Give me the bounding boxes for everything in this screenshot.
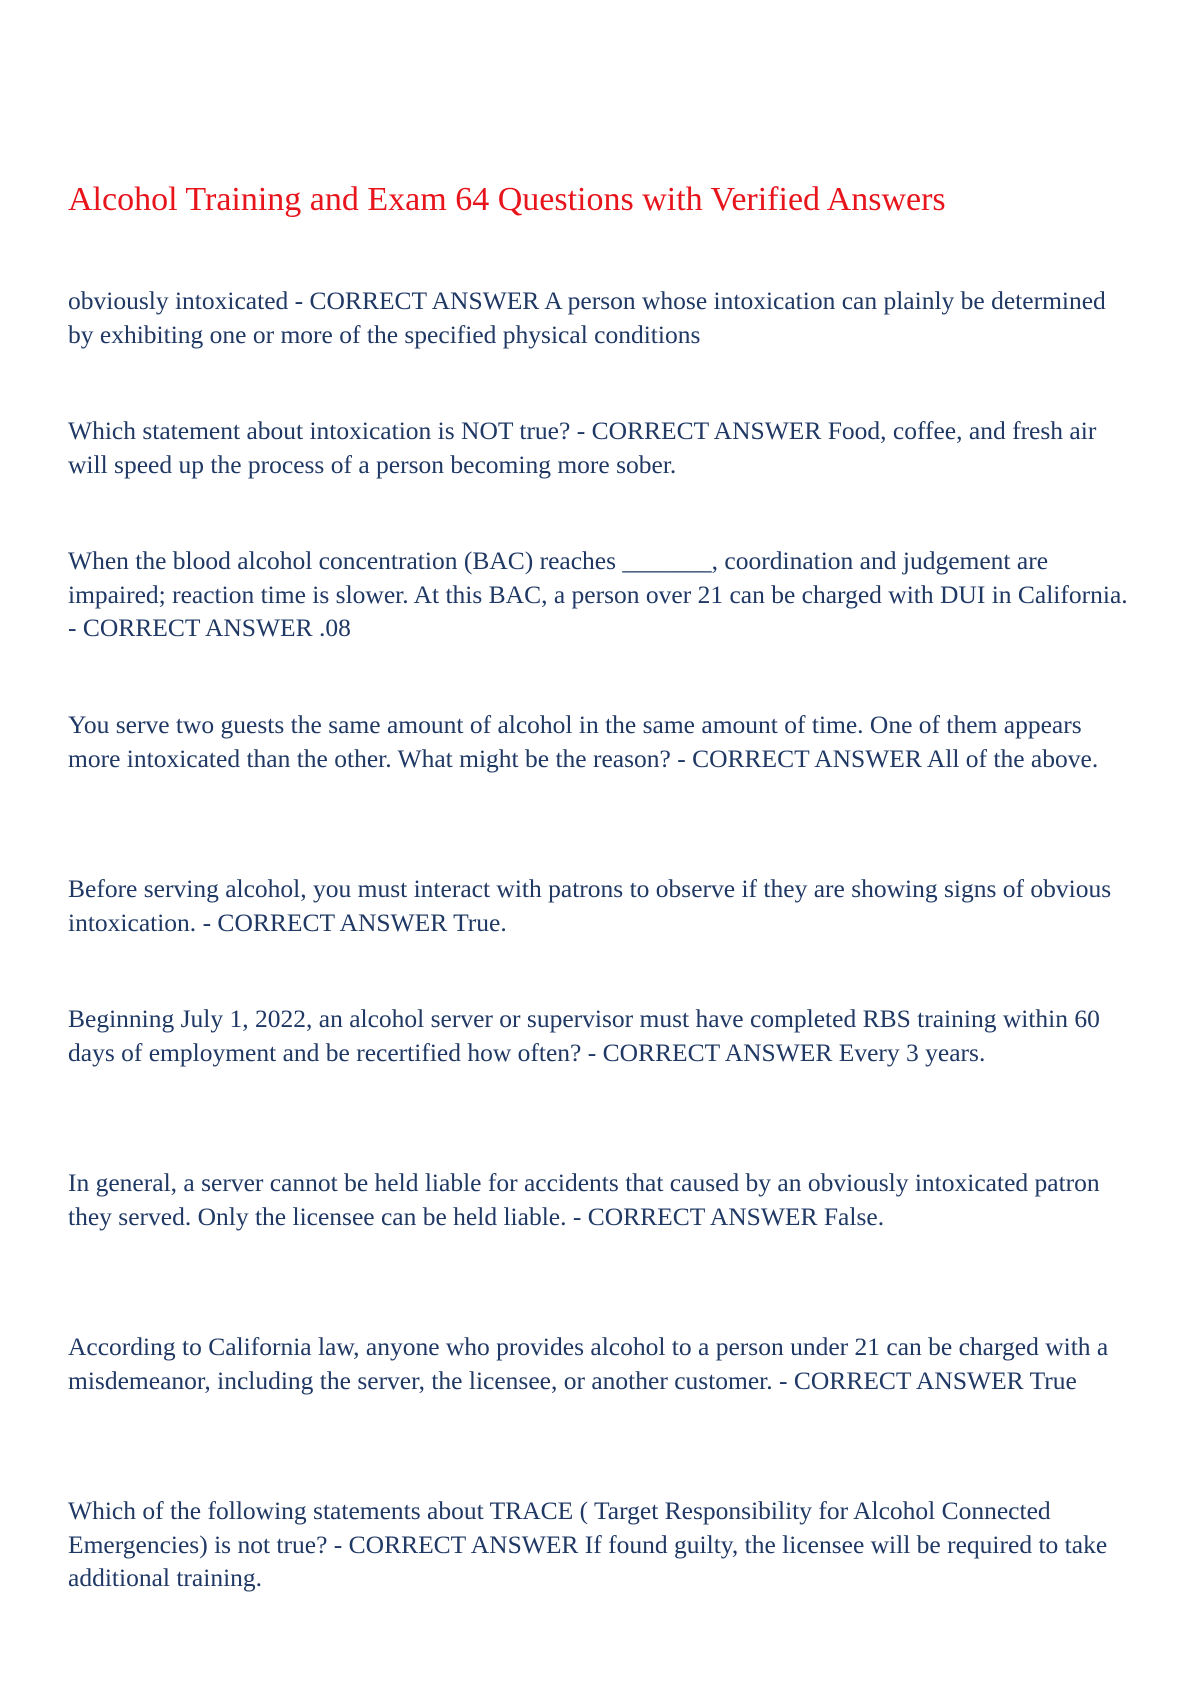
question-text: In general, a server cannot be held liable for accidents that caused by an obviously intoxicated patron they served. Only the licensee can be held liable. — [68, 1168, 1100, 1231]
qa-item — [68, 284, 1128, 351]
answer-separator: - CORRECT ANSWER — [288, 286, 545, 315]
answer-text: True — [1029, 1365, 1077, 1395]
qa-item — [68, 872, 1128, 939]
answer-separator: - CORRECT ANSWER — [327, 1529, 585, 1559]
qa-item — [68, 708, 1128, 775]
answer-text: False. — [823, 1201, 885, 1231]
answer-separator: - CORRECT ANSWER — [772, 1365, 1030, 1395]
answer-text: True. — [453, 907, 507, 937]
answer-separator: - CORRECT ANSWER — [581, 1037, 839, 1067]
question-text: Before serving alcohol, you must interact with patrons to observe if they are showing signs of obvious intoxication. — [68, 874, 1112, 937]
question-text: According to California law, anyone who provides alcohol to a person under 21 can be charged with a misdemeanor, including the server, the licensee, or another customer. — [68, 1332, 1109, 1395]
qa-item — [68, 544, 1128, 645]
qa-item — [68, 1002, 1128, 1069]
question-text: Which statement about intoxication is NOT true? — [68, 416, 571, 445]
question-text: Which of the following statements about TRACE ( Target Responsibility for Alcohol Connected Emergencies) is not true? — [68, 1496, 1051, 1559]
answer-separator: - CORRECT ANSWER — [196, 907, 454, 937]
qa-item — [68, 1494, 1128, 1595]
answer-text: Every 3 years. — [838, 1037, 986, 1067]
answer-text: All of the above. — [926, 743, 1099, 773]
answer-text: Food, coffee, and fresh air will speed up the process of a person becoming more sober. — [68, 416, 1097, 479]
answer-separator: - CORRECT ANSWER — [670, 743, 927, 773]
question-text: Beginning July 1, 2022, an alcohol server or supervisor must have completed RBS training within 60 days of employment and be recertified how often? — [68, 1004, 1100, 1067]
answer-text: If found guilty, the licensee will be required to take additional training. — [68, 1529, 1108, 1592]
qa-item — [68, 414, 1128, 481]
question-text: You serve two guests the same amount of alcohol in the same amount of time. One of them appears more intoxicated than the other. What might be the reason? — [68, 710, 1082, 773]
question-text: When the blood alcohol concentration (BAC) reaches _______, coordination and judgement are impaired; reaction time is slower. At this BAC, a person over 21 can be charged with DUI in California. — [68, 546, 1128, 609]
answer-separator: - CORRECT ANSWER — [570, 416, 828, 445]
answer-separator: - CORRECT ANSWER — [68, 613, 320, 642]
answer-separator: - CORRECT ANSWER — [566, 1201, 824, 1231]
answer-text: A person whose intoxication can plainly be determined by exhibiting one or more of the specified physical conditions — [68, 286, 1106, 349]
question-text: obviously intoxicated — [68, 286, 289, 315]
answer-text: .08 — [319, 613, 351, 642]
qa-item — [68, 1330, 1128, 1397]
qa-item — [68, 1166, 1128, 1233]
document-title: Alcohol Training and Exam 64 Questions with Verified Answers — [68, 181, 946, 218]
